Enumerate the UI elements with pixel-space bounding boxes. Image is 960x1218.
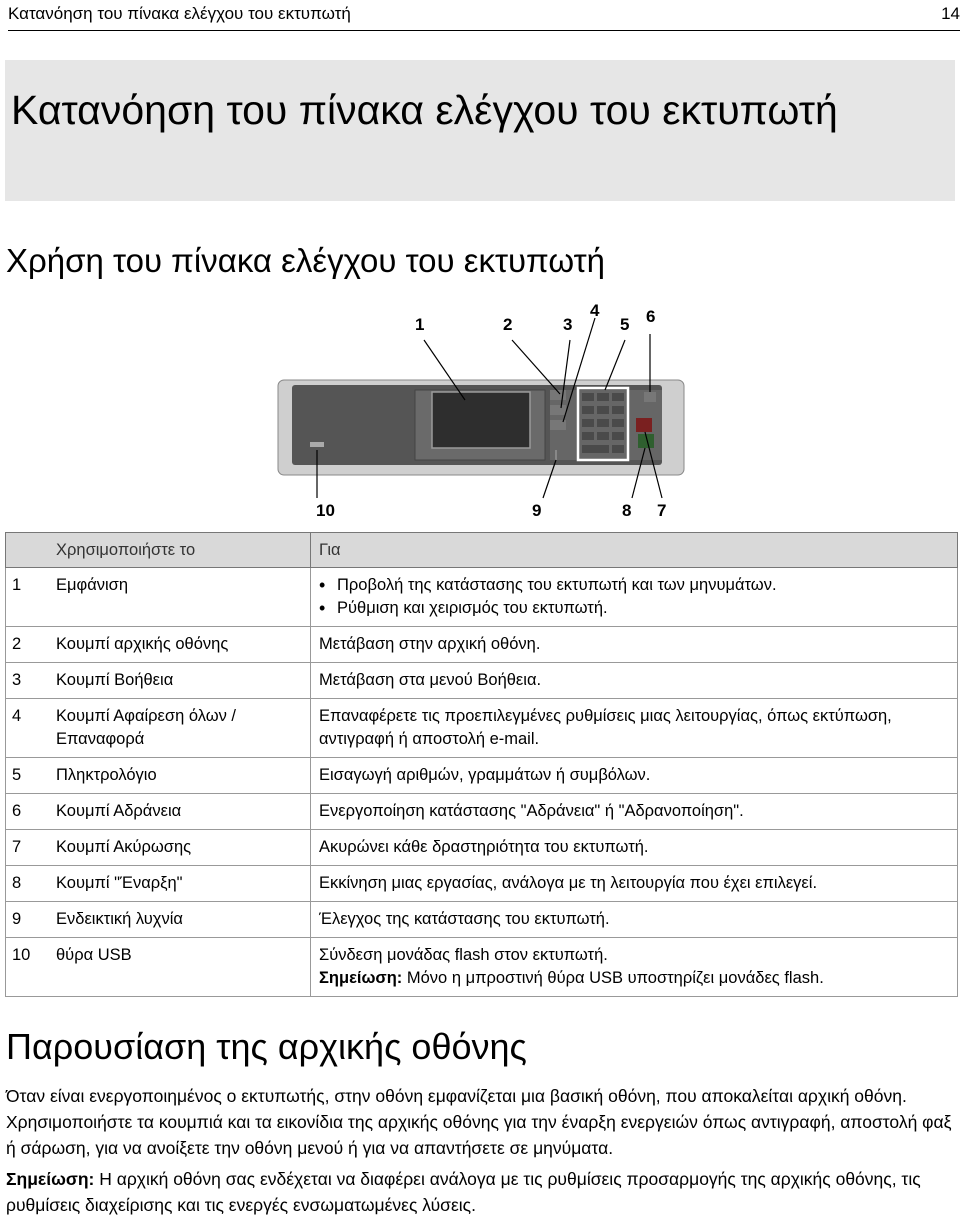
table-row (6, 866, 958, 902)
paragraph: Όταν είναι ενεργοποιημένος ο εκτυπωτής, στην οθόνη εμφανίζεται μια βασική οθόνη, που αποκαλείται αρχική οθόνη. Χρησιμοποιήστε τα κουμπιά και τα εικονίδια της αρχικής οθόνης για την έναρξη ενεργειών όπως αντιγραφή, αποστολή φαξ ή σάρωση, για να ανοίξετε την οθόνη μενού ή για να απαντήσετε σε μηνύματα. (6, 1086, 952, 1158)
row-label: Κουμπί Ακύρωσης (48, 830, 311, 866)
row-description: Ακυρώνει κάθε δραστηριότητα του εκτυπωτή. (311, 830, 958, 866)
table-row (6, 902, 958, 938)
row-label: θύρα USB (48, 938, 311, 997)
header-title: Κατανόηση του πίνακα ελέγχου του εκτυπωτή (8, 4, 351, 23)
page-number: 14 (941, 4, 960, 23)
row-label: Κουμπί "Έναρξη" (48, 866, 311, 902)
table-row (6, 758, 958, 794)
note-label: Σημείωση: (6, 1169, 95, 1189)
row-number: 8 (6, 866, 49, 902)
note-label: Σημείωση: (319, 969, 403, 987)
column-header-for: Για (311, 533, 958, 568)
row-number: 7 (6, 830, 49, 866)
callout-9: 9 (532, 501, 542, 520)
row-number: 5 (6, 758, 49, 794)
row-note (319, 967, 949, 990)
callout-3: 3 (563, 315, 573, 334)
section-title-home-screen: Παρουσίαση της αρχικής οθόνης (6, 1026, 527, 1067)
row-description: Έλεγχος της κατάστασης του εκτυπωτή. (311, 902, 958, 938)
bullet-item: • Ρύθμιση και χειρισμός του εκτυπωτή. (319, 597, 949, 620)
row-description: Επαναφέρετε τις προεπιλεγμένες ρυθμίσεις μιας λειτουργίας, όπως εκτύπωση, αντιγραφή ή αποστολή e-mail. (311, 699, 958, 758)
display-screen (432, 392, 530, 448)
row-description: Μετάβαση στα μενού Βοήθεια. (311, 663, 958, 699)
chapter-title-box (5, 60, 955, 201)
callout-4: 4 (590, 301, 600, 320)
callout-5: 5 (620, 315, 630, 334)
control-panel-figure (260, 300, 700, 520)
row-label: Κουμπί Αδράνεια (48, 794, 311, 830)
row-description: Ενεργοποίηση κατάστασης "Αδράνεια" ή "Αδρανοποίηση". (311, 794, 958, 830)
callout-7: 7 (657, 501, 667, 520)
row-label: Εμφάνιση (48, 568, 311, 627)
row-description (311, 938, 958, 997)
row-number: 10 (6, 938, 49, 997)
row-description: Εισαγωγή αριθμών, γραμμάτων ή συμβόλων. (311, 758, 958, 794)
row-label: Κουμπί αρχικής οθόνης (48, 627, 311, 663)
row-number: 3 (6, 663, 49, 699)
table-header-row (6, 533, 958, 568)
row-number: 9 (6, 902, 49, 938)
row-label: Κουμπί Βοήθεια (48, 663, 311, 699)
table-row (6, 699, 958, 758)
note-text: Μόνο η μπροστινή θύρα USB υποστηρίζει μονάδες flash. (402, 969, 824, 987)
row-description (311, 568, 958, 627)
row-description: Μετάβαση στην αρχική οθόνη. (311, 627, 958, 663)
row-number: 2 (6, 627, 49, 663)
column-header-use: Χρησιμοποιήστε το (48, 533, 311, 568)
note-text: Η αρχική οθόνη σας ενδέχεται να διαφέρει ανάλογα με τις ρυθμίσεις προσαρμογής της αρχικής οθόνης, τις ρυθμίσεις διαχείρισης και τις ενεργές ενσωματωμένες λύσεις. (6, 1169, 921, 1215)
callout-2: 2 (503, 315, 513, 334)
table-row (6, 938, 958, 997)
table-row (6, 568, 958, 627)
row-label: Κουμπί Αφαίρεση όλων / Επαναφορά (48, 699, 311, 758)
table-row (6, 794, 958, 830)
bullet-item: • Προβολή της κατάστασης του εκτυπωτή και των μηνυμάτων. (319, 574, 949, 597)
callout-10: 10 (316, 501, 335, 520)
table-row (6, 627, 958, 663)
row-number: 4 (6, 699, 49, 758)
table-row (6, 830, 958, 866)
row-number: 6 (6, 794, 49, 830)
row-number: 1 (6, 568, 49, 627)
row-label: Πληκτρολόγιο (48, 758, 311, 794)
row-label: Ενδεικτική λυχνία (48, 902, 311, 938)
row-description-text: Σύνδεση μονάδας flash στον εκτυπωτή. (319, 946, 608, 964)
chapter-title: Κατανόηση του πίνακα ελέγχου του εκτυπωτή (11, 87, 838, 133)
section-title: Χρήση του πίνακα ελέγχου του εκτυπωτή (6, 242, 606, 279)
note-paragraph (6, 1166, 956, 1218)
page-header (8, 0, 960, 31)
control-panel-table (5, 532, 958, 997)
callout-6: 6 (646, 307, 656, 326)
callout-1: 1 (415, 315, 425, 334)
callout-8: 8 (622, 501, 632, 520)
row-description: Εκκίνηση μιας εργασίας, ανάλογα με τη λειτουργία που έχει επιλεγεί. (311, 866, 958, 902)
table-row (6, 663, 958, 699)
